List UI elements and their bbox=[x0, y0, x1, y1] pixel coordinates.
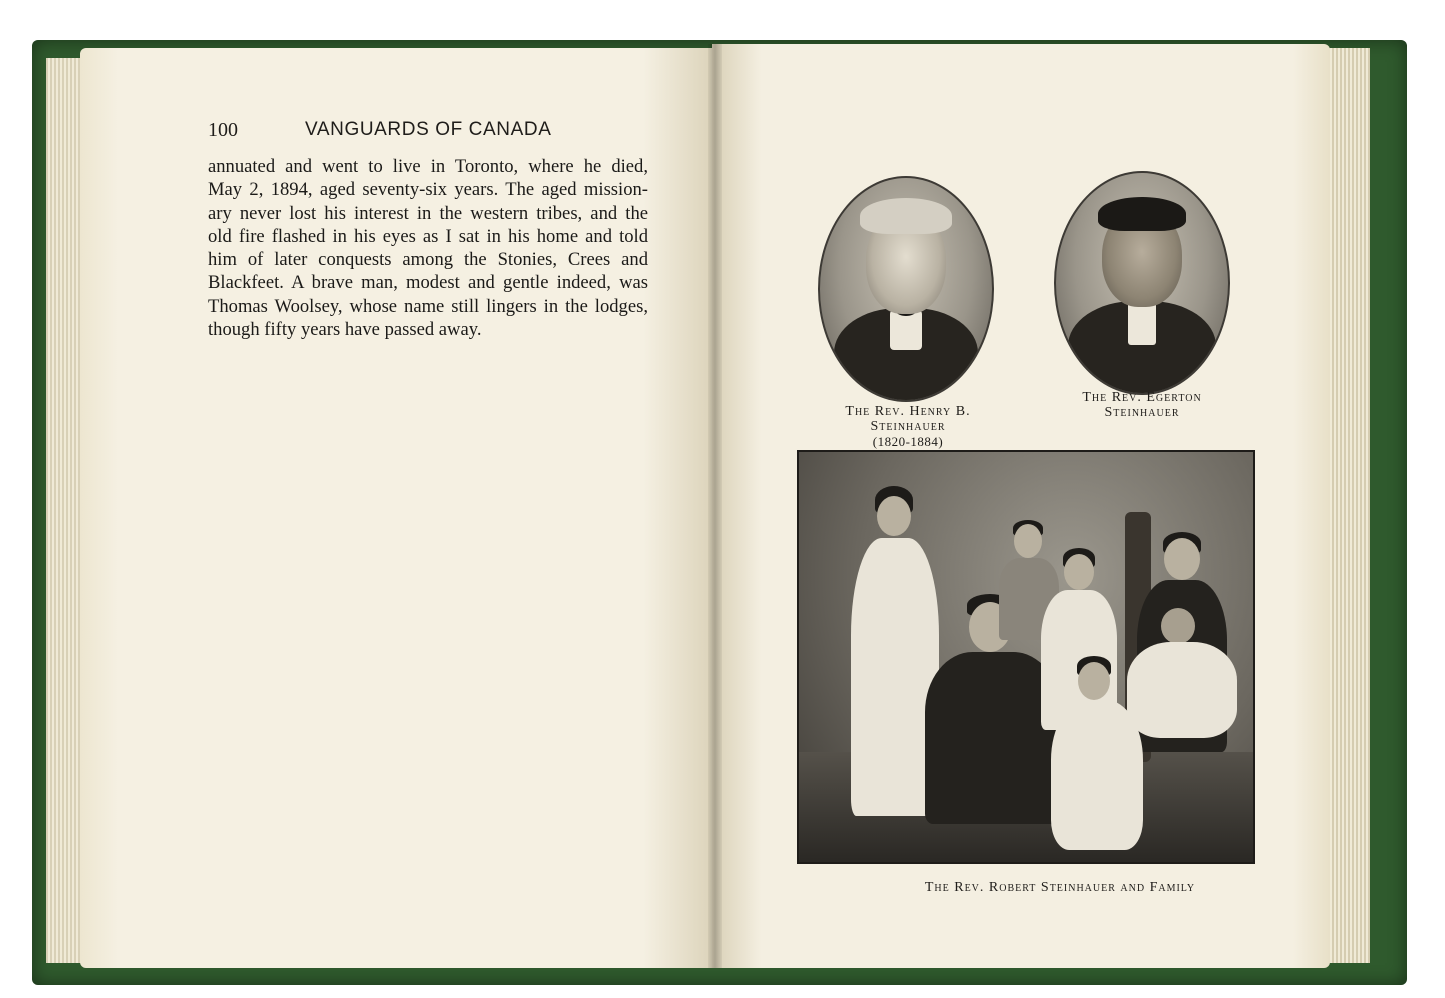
family-photo bbox=[797, 450, 1255, 864]
text-line: though fifty years have passed away. bbox=[208, 319, 482, 341]
page-number: 100 bbox=[208, 119, 238, 141]
caption-line: Steinhauer bbox=[1104, 405, 1180, 420]
family-photo-caption bbox=[860, 880, 1260, 895]
portrait-egerton-steinhauer bbox=[1054, 171, 1230, 395]
caption-line: Steinhauer bbox=[870, 419, 946, 434]
running-head bbox=[208, 119, 648, 149]
text-line: annuated and went to live in Toronto, where he died, bbox=[208, 156, 648, 177]
portrait-hair bbox=[860, 198, 952, 234]
book-gutter bbox=[708, 44, 722, 968]
portrait-1-caption bbox=[810, 404, 1006, 449]
text-line: him of later conquests among the Stonies, Crees and bbox=[208, 249, 648, 271]
text-line: ary never lost his interest in the western tribes, and the bbox=[208, 202, 648, 224]
portrait-collar bbox=[1128, 301, 1156, 345]
text-line: May 2, 1894, aged seventy-six years. The aged mission- bbox=[208, 179, 648, 201]
caption-line: The Rev. Henry B. bbox=[845, 404, 971, 419]
portrait-hair bbox=[1098, 197, 1186, 231]
running-title: VANGUARDS OF CANADA bbox=[305, 119, 552, 140]
caption-line: The Rev. Robert Steinhauer and Family bbox=[924, 880, 1196, 895]
portrait-henry-steinhauer bbox=[818, 176, 994, 402]
caption-date: (1820-1884) bbox=[872, 434, 944, 449]
figure-girl-front bbox=[1047, 656, 1147, 852]
text-line: old fire flashed in his eyes as I sat in his home and told bbox=[208, 225, 648, 247]
text-line: Thomas Woolsey, whose name still lingers in the lodges, bbox=[208, 295, 648, 317]
caption-line: The Rev. Egerton bbox=[1082, 390, 1202, 405]
portrait-collar bbox=[890, 310, 922, 350]
body-text bbox=[208, 155, 648, 341]
portrait-2-caption bbox=[1050, 390, 1234, 420]
text-line: Blackfeet. A brave man, modest and gentle indeed, was bbox=[208, 272, 648, 294]
